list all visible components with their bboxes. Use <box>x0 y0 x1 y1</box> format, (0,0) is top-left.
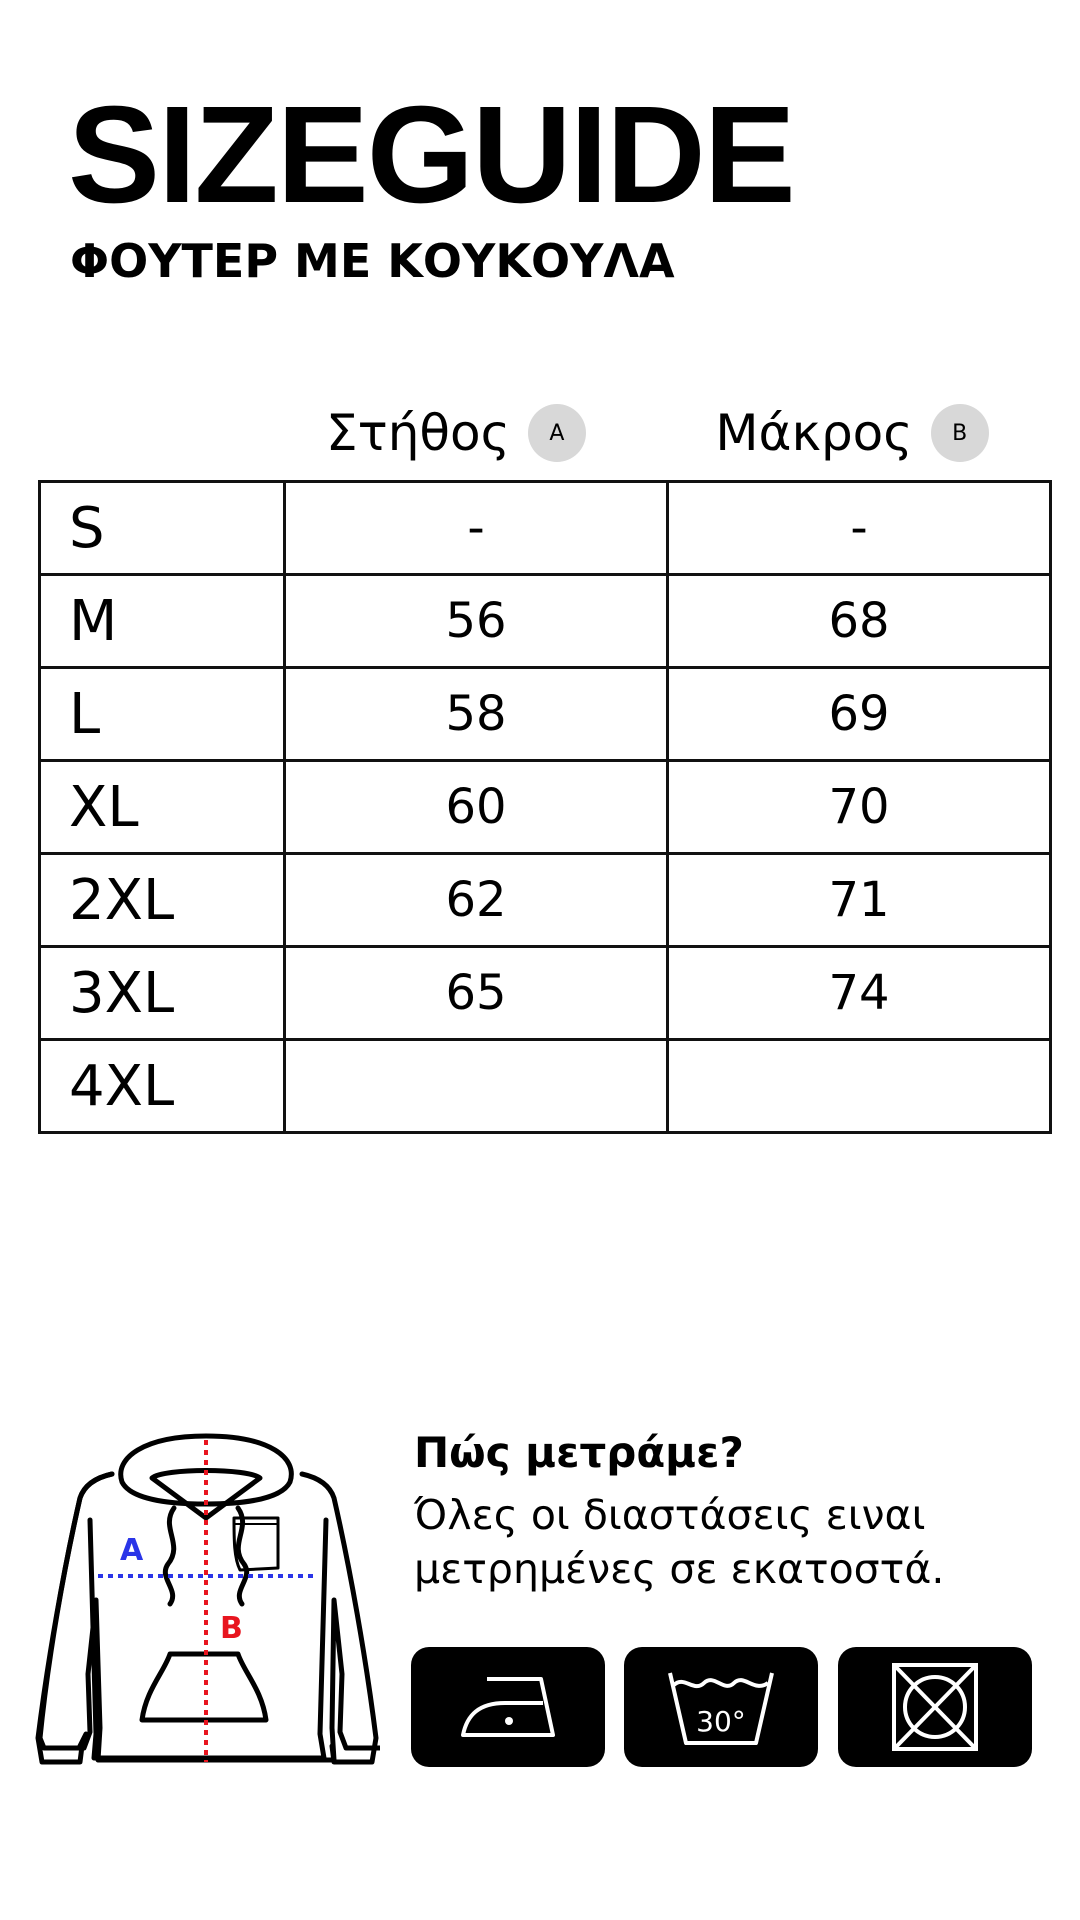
size-cell: M <box>40 575 285 668</box>
iron-icon-glyph <box>443 1659 573 1755</box>
chest-cell: 60 <box>285 761 668 854</box>
column-header-length <box>654 400 1050 466</box>
size-cell: 2XL <box>40 854 285 947</box>
table-row <box>40 668 1051 761</box>
size-cell: L <box>40 668 285 761</box>
length-cell: 74 <box>668 947 1051 1040</box>
howto-line-2: μετρημένες σε εκατοστά. <box>414 1545 945 1594</box>
diagram-label-a: A <box>120 1533 144 1568</box>
chest-cell: 62 <box>285 854 668 947</box>
no-tumble-dry-icon <box>838 1647 1032 1767</box>
howto-line-1: Όλες οι διαστάσεις ειναι <box>414 1491 926 1539</box>
chest-cell <box>285 1040 668 1133</box>
length-cell: 71 <box>668 854 1051 947</box>
length-cell: 68 <box>668 575 1051 668</box>
iron-icon <box>411 1647 605 1767</box>
howto-title: Πώς μετράμε? <box>414 1428 744 1477</box>
badge-b: B <box>931 404 989 462</box>
column-header-chest <box>258 400 654 466</box>
product-subtitle: ΦΟΥΤΕΡ ΜΕ ΚΟΥΚΟΥΛΑ <box>70 234 675 288</box>
length-cell: 70 <box>668 761 1051 854</box>
howto-text <box>414 1488 1054 1596</box>
length-cell: - <box>668 482 1051 575</box>
table-row <box>40 854 1051 947</box>
wash-30-icon-glyph <box>656 1659 786 1755</box>
badge-a: A <box>528 404 586 462</box>
chest-cell: - <box>285 482 668 575</box>
no-tumble-dry-icon-glyph <box>870 1659 1000 1755</box>
wash-temp-label: 30° <box>696 1705 746 1738</box>
length-cell: 69 <box>668 668 1051 761</box>
column-header-chest-label: Στήθος <box>326 404 510 462</box>
table-row <box>40 482 1051 575</box>
chest-cell: 58 <box>285 668 668 761</box>
size-cell: XL <box>40 761 285 854</box>
table-row <box>40 761 1051 854</box>
table-row <box>40 947 1051 1040</box>
hoodie-icon <box>34 1428 380 1774</box>
size-cell: 4XL <box>40 1040 285 1133</box>
size-cell: 3XL <box>40 947 285 1040</box>
table-row <box>40 575 1051 668</box>
column-header-length-label: Μάκρος <box>715 404 913 462</box>
diagram-label-b: B <box>220 1611 243 1646</box>
chest-cell: 65 <box>285 947 668 1040</box>
wash-30-icon <box>624 1647 818 1767</box>
page-title: SIZEGUIDE <box>68 78 794 232</box>
length-cell <box>668 1040 1051 1133</box>
size-table <box>38 480 1052 1134</box>
table-row <box>40 1040 1051 1133</box>
size-cell: S <box>40 482 285 575</box>
chest-cell: 56 <box>285 575 668 668</box>
